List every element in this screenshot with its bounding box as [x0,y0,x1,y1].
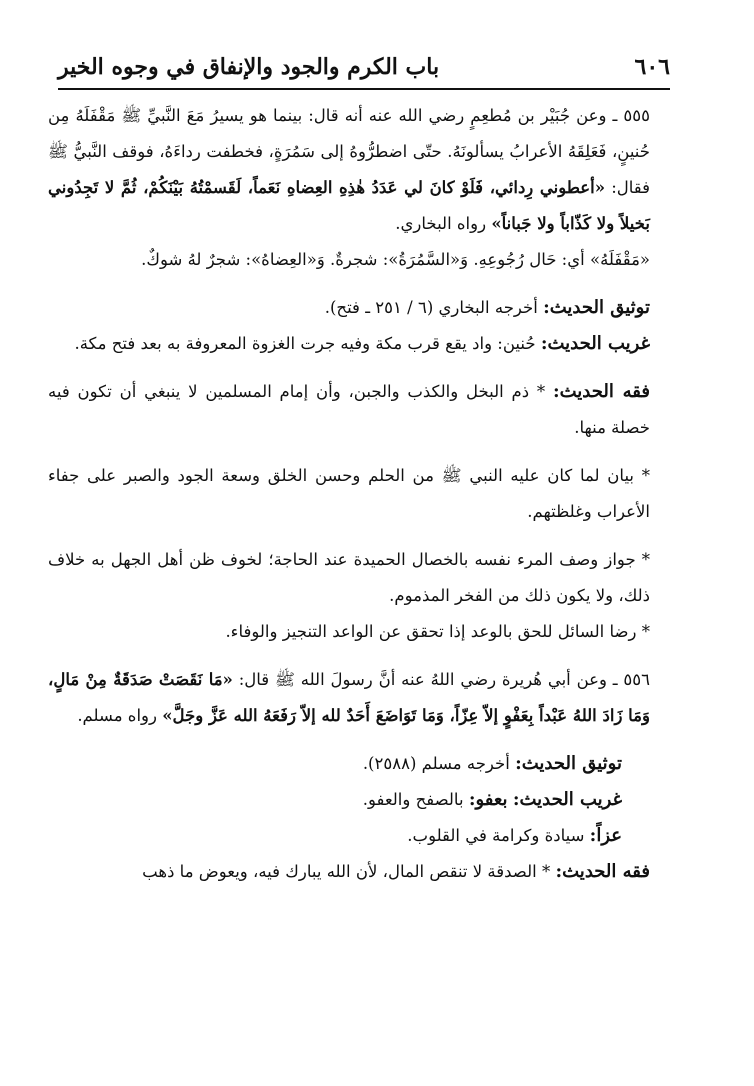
gharib-555 [48,326,678,362]
gharib-label: غريب الحديث: [512,789,622,810]
fiqh-label: فقه الحديث: [555,861,650,882]
fiqh-point-4: * رضا السائل للحق بالوعد إذا تحقق عن الواعد التنجيز والوفاء. [225,622,650,641]
hadith-556-quote: «مَا نَقَصَتْ صَدَقَةٌ مِنْ مَالٍ، وَمَا زَادَ اللهُ عَبْداً بِعَفْوٍ إلاّ عِزّاً، وَمَا تَوَاضَعَ أَحَدٌ لله إلاّ رَفَعَهُ الله عَزَّ وجَلَّ» [48,670,650,725]
fiqh-label: فقه الحديث: [552,381,651,402]
fiqh-point-1: * الصدقة لا تنقص المال، لأن الله يبارك فيه، ويعوض ما ذهب [142,862,551,881]
fiqh-556-1 [48,854,678,890]
hadith-555-quote: «أعطوني رِدائي، فَلَوْ كانَ لي عَدَدُ هٰذِهِ العِضاهِ نَعَماً، لَقَسمْتُهُ بَيْنَكُمْ، ثُمَّ لا تَجِدُوني بَخيلاً ولا كَذّاباً ولا جَباناً» [48,178,650,233]
izz-gloss [48,818,678,854]
takhrij-label: توثيق الحديث: [515,753,622,774]
fiqh-point-3: * جواز وصف المرء نفسه بالخصال الحميدة عند الحاجة؛ لخوف ظن أهل الجهل به خلاف ذلك، ولا يكون ذلك من الفخر المذموم. [48,550,650,605]
hadith-556-text [48,662,678,734]
hadith-555-source: رواه البخاري. [395,214,487,233]
gharib-text: حُنين: واد يقع قرب مكة وفيه جرت الغزوة المعروفة به بعد فتح مكة. [74,334,536,353]
page-number: ٦٠٦ [634,54,670,80]
izz-text: سيادة وكرامة في القلوب. [407,826,585,845]
hadith-555-intro: ٥٥٥ ـ وعن جُبَيْر بن مُطعِمٍ رضي الله عنه أنه قال: بينما هو يسيرُ مَعَ النَّبيِّ ﷺ مَقْفَلَهُ مِن حُنينٍ، فَعَلِقَهُ الأعرابُ يسألونَهُ. حتّى اضطرُّوهُ إلى سَمُرَةٍ، فخطفت رداءَهُ، فوقف النَّبيُّ ﷺ فقال: [48,106,651,197]
hadith-555-text [48,98,678,242]
gharib-556 [48,782,678,818]
izz-word: عزاً: [589,825,622,846]
fiqh-point-2: * بيان لما كان عليه النبي ﷺ من الحلم وحسن الخلق وسعة الجود والصبر على جفاء الأعراب وغلظتهم. [48,466,650,521]
fiqh-point-1: * ذم البخل والكذب والجبن، وأن إمام المسلمين لا ينبغي أن تكون فيه خصلة منها. [48,382,650,437]
fiqh-555-1 [48,374,678,446]
takhrij-text: أخرجه مسلم (٢٥٨٨). [362,754,510,773]
page-body [48,98,678,890]
page-header [58,46,670,90]
takhrij-label: توثيق الحديث: [543,297,650,318]
takhrij-556 [48,746,678,782]
chapter-title: باب الكرم والجود والإنفاق في وجوه الخير [58,54,440,80]
takhrij-text: أخرجه البخاري (٦ / ٢٥١ ـ فتح). [324,298,538,317]
hadith-556-intro: ٥٥٦ ـ وعن أبي هُريرة رضي اللهُ عنه أنَّ رسولَ الله ﷺ قال: [238,670,650,689]
gharib-label: غريب الحديث: [540,333,650,354]
hadith-555-gloss: «مَقْفَلَهُ» أي: حَال رُجُوعِهِ. وَ«السَّمُرَةُ»: شجرةٌ. وَ«العِضاهُ»: شجرٌ لهُ شوكٌ. [141,250,650,269]
gharib-word: بعفو: [468,789,508,810]
hadith-556-source: رواه مسلم. [77,706,157,725]
takhrij-555 [48,290,678,326]
gharib-text: بالصفح والعفو. [362,790,464,809]
